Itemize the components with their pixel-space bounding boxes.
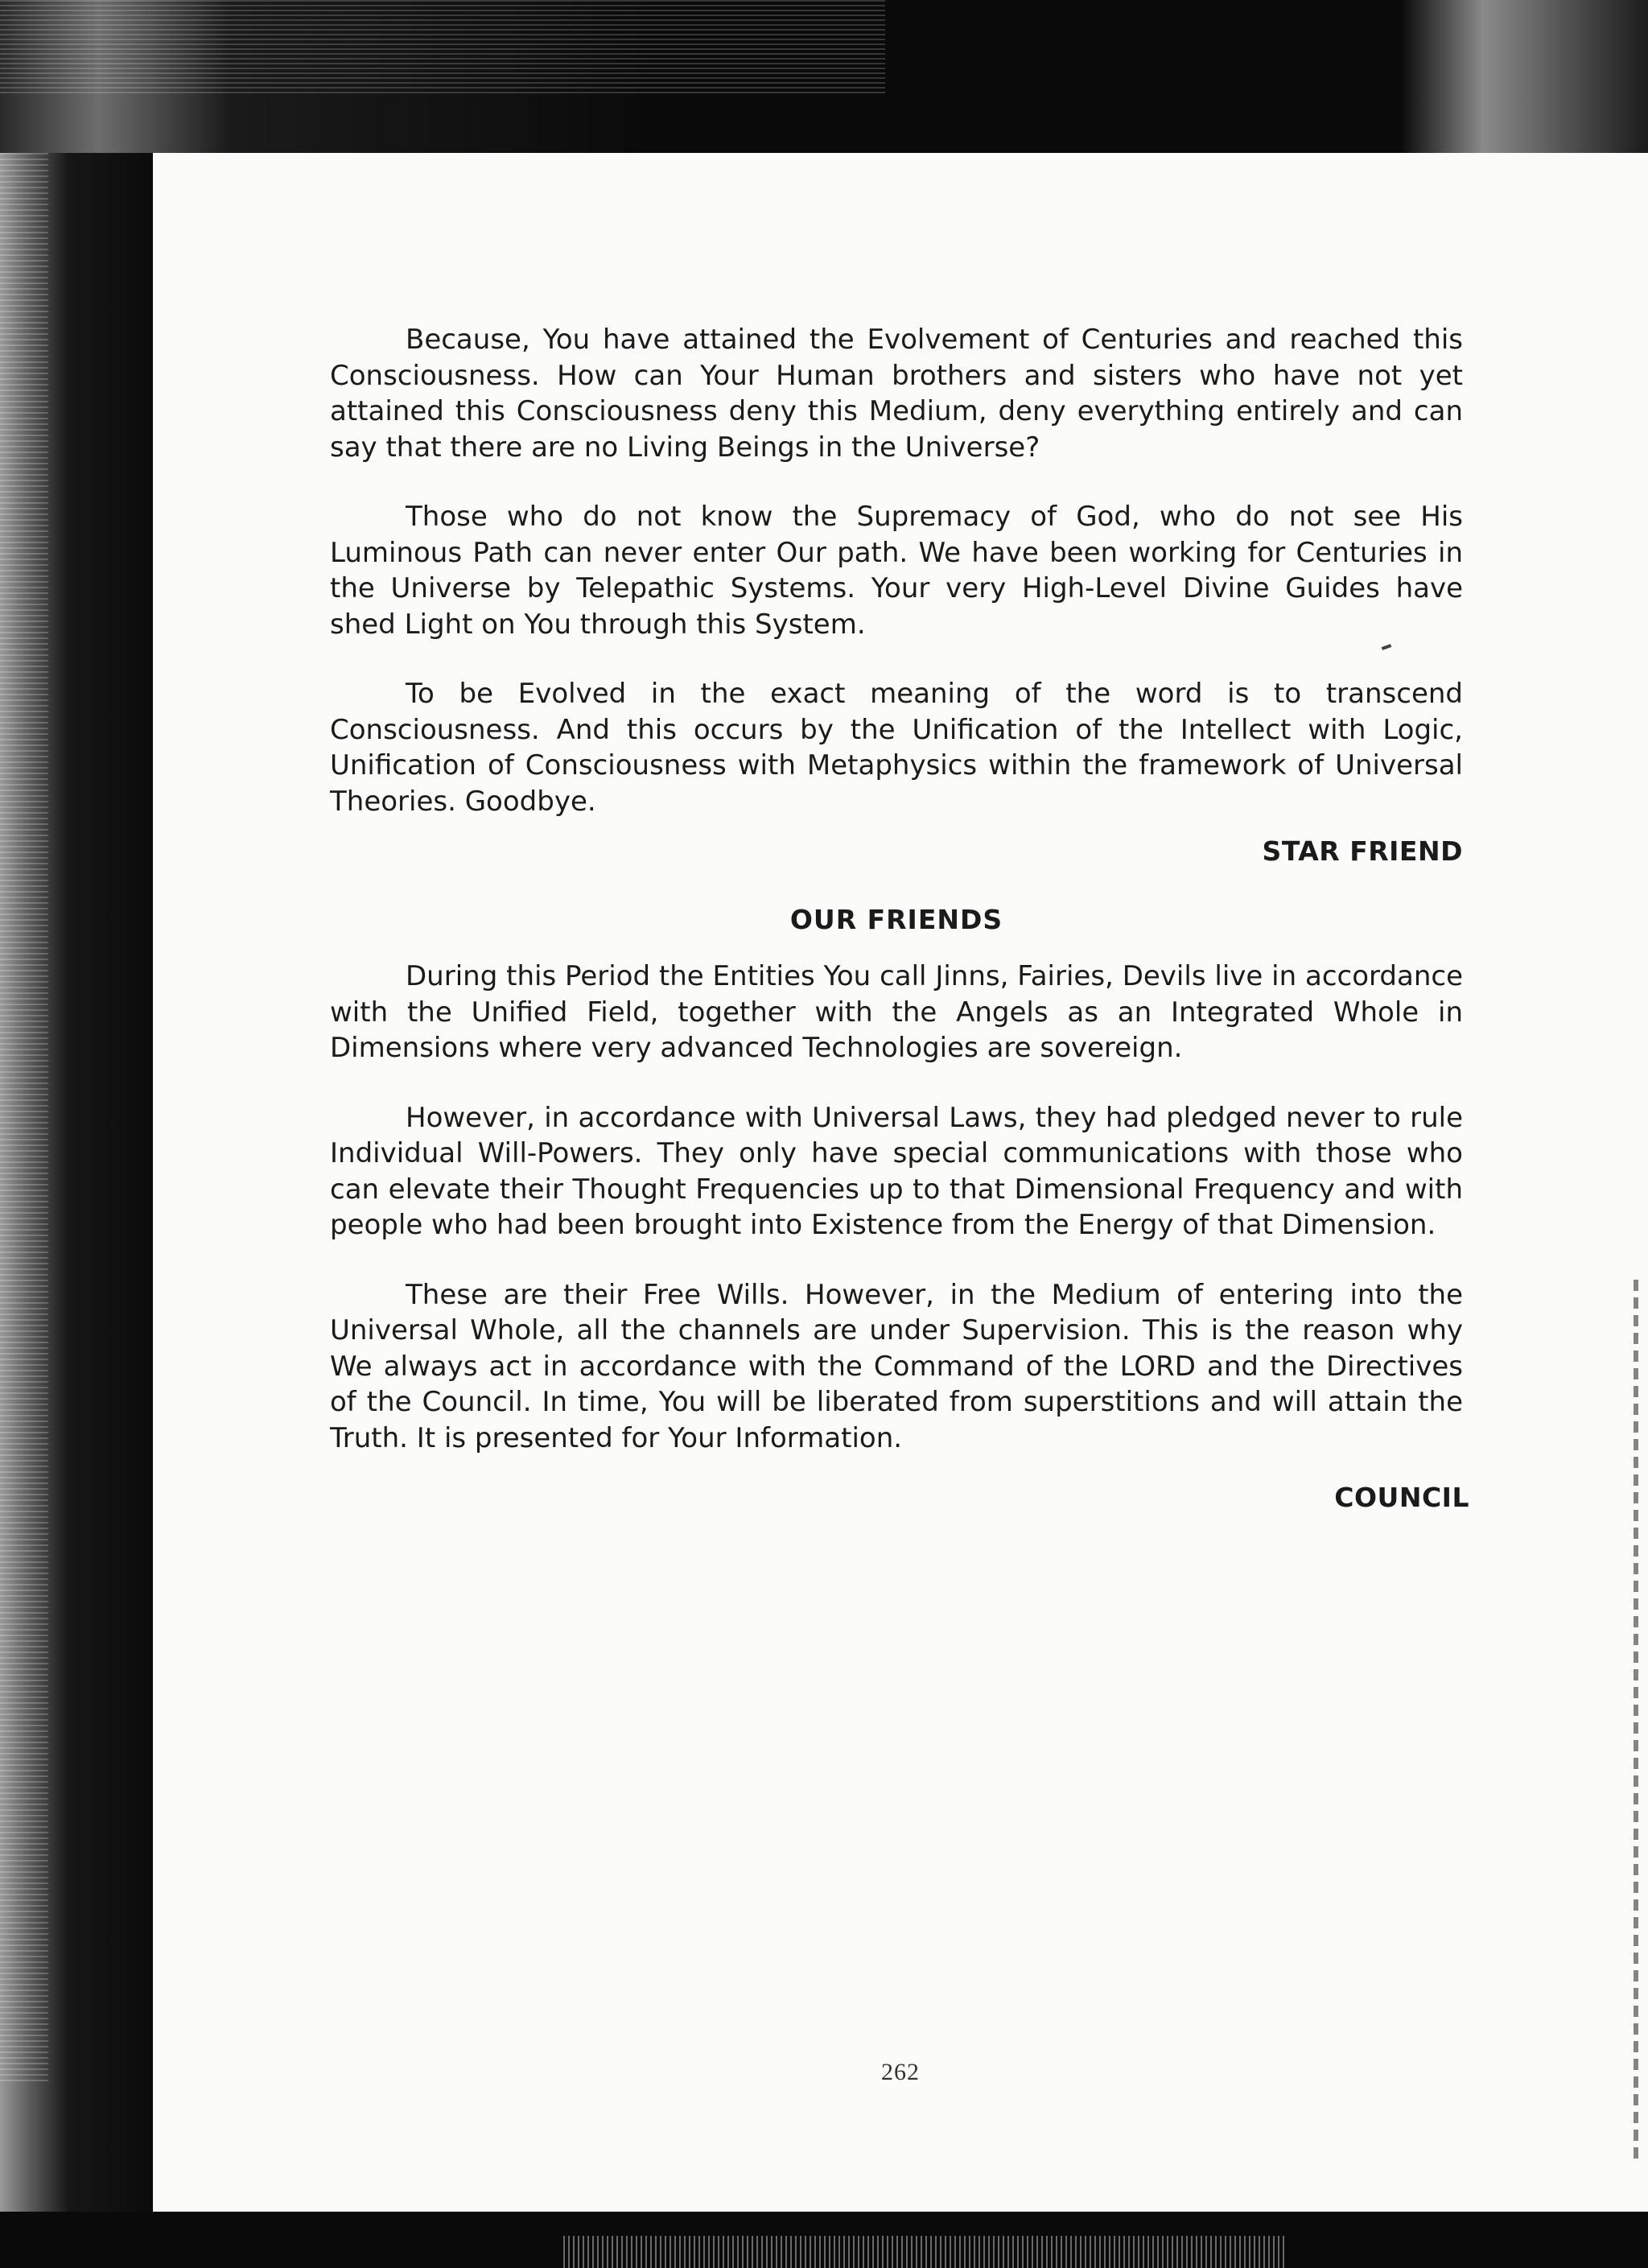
book-page bbox=[153, 153, 1648, 2212]
scan-noise-left bbox=[0, 153, 48, 2084]
page-number: 262 bbox=[881, 2059, 920, 2085]
paragraph-evolved: To be Evolved in the exact meaning of the word is to transcend Consciousness. And this occurs by the Unification of the Intellect with Logic, Unification of Consciousness with Metaphysics within the framework of Universal Theories. Goodbye. bbox=[330, 678, 1463, 818]
paragraph-supremacy: Those who do not know the Supremacy of God, who do not see His Luminous Path can never enter Our path. We have been working for Centuries in the Universe by Telepathic Systems. Your very High-Level Divine Guides have shed Light on You through this System. bbox=[330, 501, 1463, 641]
section-title: OUR FRIENDS bbox=[789, 903, 1003, 935]
signature-star-friend: STAR FRIEND bbox=[1262, 835, 1463, 867]
scan-noise-bottom bbox=[563, 2236, 1288, 2268]
page-edge-marks bbox=[1634, 1280, 1638, 2165]
signature-council: COUNCIL bbox=[1334, 1482, 1469, 1513]
paragraph-universal-laws: However, in accordance with Universal Laws, they had pledged never to rule Individual Will-Powers. They only have special communications with those who can elevate their Thought Frequencies up to that Dimensional Frequency and with people who had been brought into Existence from the Energy of that Dimension. bbox=[330, 1101, 1463, 1241]
scan-noise-top bbox=[0, 0, 885, 97]
paragraph-entities: During this Period the Entities You call Jinns, Fairies, Devils live in accordance with the Unified Field, together with the Angels as an Integrated Whole in Dimensions where very advanced Technologies are sovereign. bbox=[330, 960, 1463, 1064]
paragraph-evolvement: Because, You have attained the Evolvement of Centuries and reached this Consciousness. How can Your Human brothers and sisters who have not yet attained this Consciousness deny this Medium, deny everything entirely and can say that there are no Living Beings in the Universe? bbox=[330, 324, 1463, 464]
page-content bbox=[330, 322, 1469, 1516]
paragraph-free-wills: These are their Free Wills. However, in the Medium of entering into the Universal Whole, all the channels are under Supervision. This is the reason why We always act in accordance with the Command of the LORD and the Directives of the Council. In time, You will be liberated from superstitions and will attain the Truth. It is presented for Your Information. bbox=[330, 1278, 1463, 1454]
